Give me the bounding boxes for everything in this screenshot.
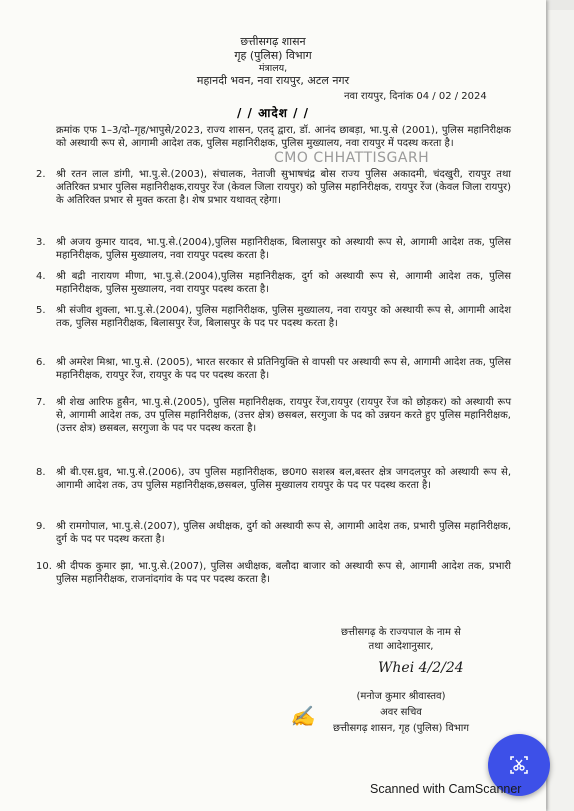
initial-mark: ✍ — [290, 704, 315, 728]
order-title: / / आदेश / / — [236, 106, 310, 120]
scissors-scan-icon — [509, 755, 529, 775]
paragraph-text: श्री बद्री नारायण मीणा, भा.पु.से.(2004),पुलिस महानिरीक्षक, दुर्ग को अस्थायी रूप से, आगामी आदेश तक, पुलिस महानिरीक्षक, पुलिस मुख्यालय, नवा रायपुर पदस्थ करता है। — [56, 271, 511, 296]
watermark-text: CMO CHHATTISGARH — [274, 150, 430, 166]
paragraph-text: श्री बी.एस.ध्रुव, भा.पु.से.(2006), उप पुलिस महानिरीक्षक, छ0ग0 सशस्त्र बल,बस्तर क्षेत्र जगदलपुर को अस्थायी रूप से, आगामी आदेश तक, उप पुलिस महानिरीक्षक,छसबल, पुलिस मुख्यालय रायपुर के पद पर पदस्थ करता है। — [56, 467, 511, 492]
paragraph-4 — [36, 270, 511, 296]
officer-designation: अवर सचिव — [380, 707, 422, 718]
paragraph-5 — [36, 304, 511, 330]
paragraph-text: श्री संजीव शुक्ला, भा.पु.से.(2004), पुलिस महानिरीक्षक, पुलिस मुख्यालय, नवा रायपुर को अस्थायी रूप से, आगामी आदेश तक, पुलिस महानिरीक्षक, बिलासपुर रेंज, बिलासपुर के पद पर पदस्थ करता है। — [56, 305, 511, 330]
paragraph-3 — [36, 236, 511, 262]
paragraph-number: 4. — [36, 271, 46, 282]
paragraph-number: 5. — [36, 305, 46, 316]
paragraph-text: श्री अमरेश मिश्रा, भा.पु.से. (2005), भारत सरकार से प्रतिनियुक्ति से वापसी पर अस्थायी रूप से, आगामी आदेश तक, पुलिस महानिरीक्षक, रायपुर रेंज, रायपुर के पद पर पदस्थ करता है। — [56, 357, 511, 382]
authority-line: छत्तीसगढ़ के राज्यपाल के नाम से — [341, 627, 461, 638]
paragraph-2 — [36, 168, 511, 208]
handwritten-signature: Whei 4/2/24 — [378, 660, 464, 676]
paragraph-text: श्री अजय कुमार यादव, भा.पु.से.(2004),पुलिस महानिरीक्षक, बिलासपुर को अस्थायी रूप से, आगामी आदेश तक, पुलिस महानिरीक्षक, पुलिस मुख्यालय, नवा रायपुर पदस्थ करता है। — [56, 237, 511, 262]
scanner-label: Scanned with CamScanner — [370, 782, 522, 796]
paragraph-number: 3. — [36, 237, 46, 248]
order-authority-line: तथा आदेशानुसार, — [368, 641, 434, 652]
paragraph-6 — [36, 356, 511, 382]
paragraph-text: क्रमांक एफ 1–3/दो–गृह/भापुसे/2023, राज्य शासन, एतद् द्वारा, डॉ. आनंद छाबड़ा, भा.पु.से (2001), पुलिस महानिरीक्षक को अस्थायी रूप से, आगामी आदेश तक, पुलिस महानिरीक्षक, पुलिस मुख्यालय, नवा रायपुर में पदस्थ करता है। — [56, 125, 511, 150]
paragraph-number: 2. — [36, 169, 46, 180]
paragraph-number: 9. — [36, 521, 46, 532]
govt-header: छत्तीसगढ़ शासन — [240, 35, 306, 48]
ministry-header: मंत्रालय, — [258, 63, 288, 74]
paragraph-text: श्री रामगोपाल, भा.पु.से.(2007), पुलिस अधीक्षक, दुर्ग को अस्थायी रूप से, आगामी आदेश तक, प्रभारी पुलिस महानिरीक्षक, दुर्ग के पद पर पदस्थ करता है। — [56, 521, 511, 546]
paragraph-number: 8. — [36, 467, 46, 478]
paragraph-number: 7. — [36, 397, 46, 408]
department-header: गृह (पुलिस) विभाग — [234, 49, 312, 62]
page-edge — [548, 10, 574, 811]
officer-department: छत्तीसगढ़ शासन, गृह (पुलिस) विभाग — [332, 723, 470, 734]
paragraph-9 — [36, 520, 511, 546]
paragraph-8 — [36, 466, 511, 492]
paragraph-number: 6. — [36, 357, 46, 368]
order-date: नवा रायपुर, दिनांक 04 / 02 / 2024 — [344, 91, 487, 102]
paragraph-text: श्री दीपक कुमार झा, भा.पु.से.(2007), पुलिस अधीक्षक, बलौदा बाजार को अस्थायी रूप से, आगामी आदेश तक, प्रभारी पुलिस महानिरीक्षक, राजनांदगांव के पद पर पदस्थ करता है। — [56, 561, 511, 586]
officer-name: (मनोज कुमार श्रीवास्तव) — [356, 691, 446, 702]
paragraph-text: श्री रतन लाल डांगी, भा.पु.से.(2003), संचालक, नेताजी सुभाषचंद्र बोस राज्य पुलिस अकादमी, चंदखुरी, रायपुर तथा अतिरिक्त प्रभार पुलिस महानिरीक्षक,रायपुर रेंज (केवल जिला रायपुर) को पुलिस महानिरीक्षक, रायपुर रेंज (केवल जिला रायपुर) के अतिरिक्त प्रभार से मुक्त करता है। शेष प्रभार यथावत् रहेगा। — [56, 169, 511, 207]
address-header: महानदी भवन, नवा रायपुर, अटल नगर — [196, 74, 350, 87]
paragraph-number: 10. — [36, 561, 52, 572]
paragraph-1 — [56, 124, 511, 150]
paragraph-7 — [36, 396, 511, 436]
paragraph-10 — [36, 560, 511, 586]
paragraph-text: श्री शेख आरिफ हुसैन, भा.पु.से.(2005), पुलिस महानिरीक्षक, रायपुर रेंज,रायपुर (रायपुर रेंज को छोड़कर) को अस्थायी रूप से, आगामी आदेश तक, उप पुलिस महानिरीक्षक, (उत्तर क्षेत्र) छसबल, सरगुजा के पद को उन्नयन करते हुए पुलिस महानिरीक्षक, (उत्तर क्षेत्र) छसबल, सरगुजा के पद पर पदस्थ करता है। — [56, 397, 511, 435]
